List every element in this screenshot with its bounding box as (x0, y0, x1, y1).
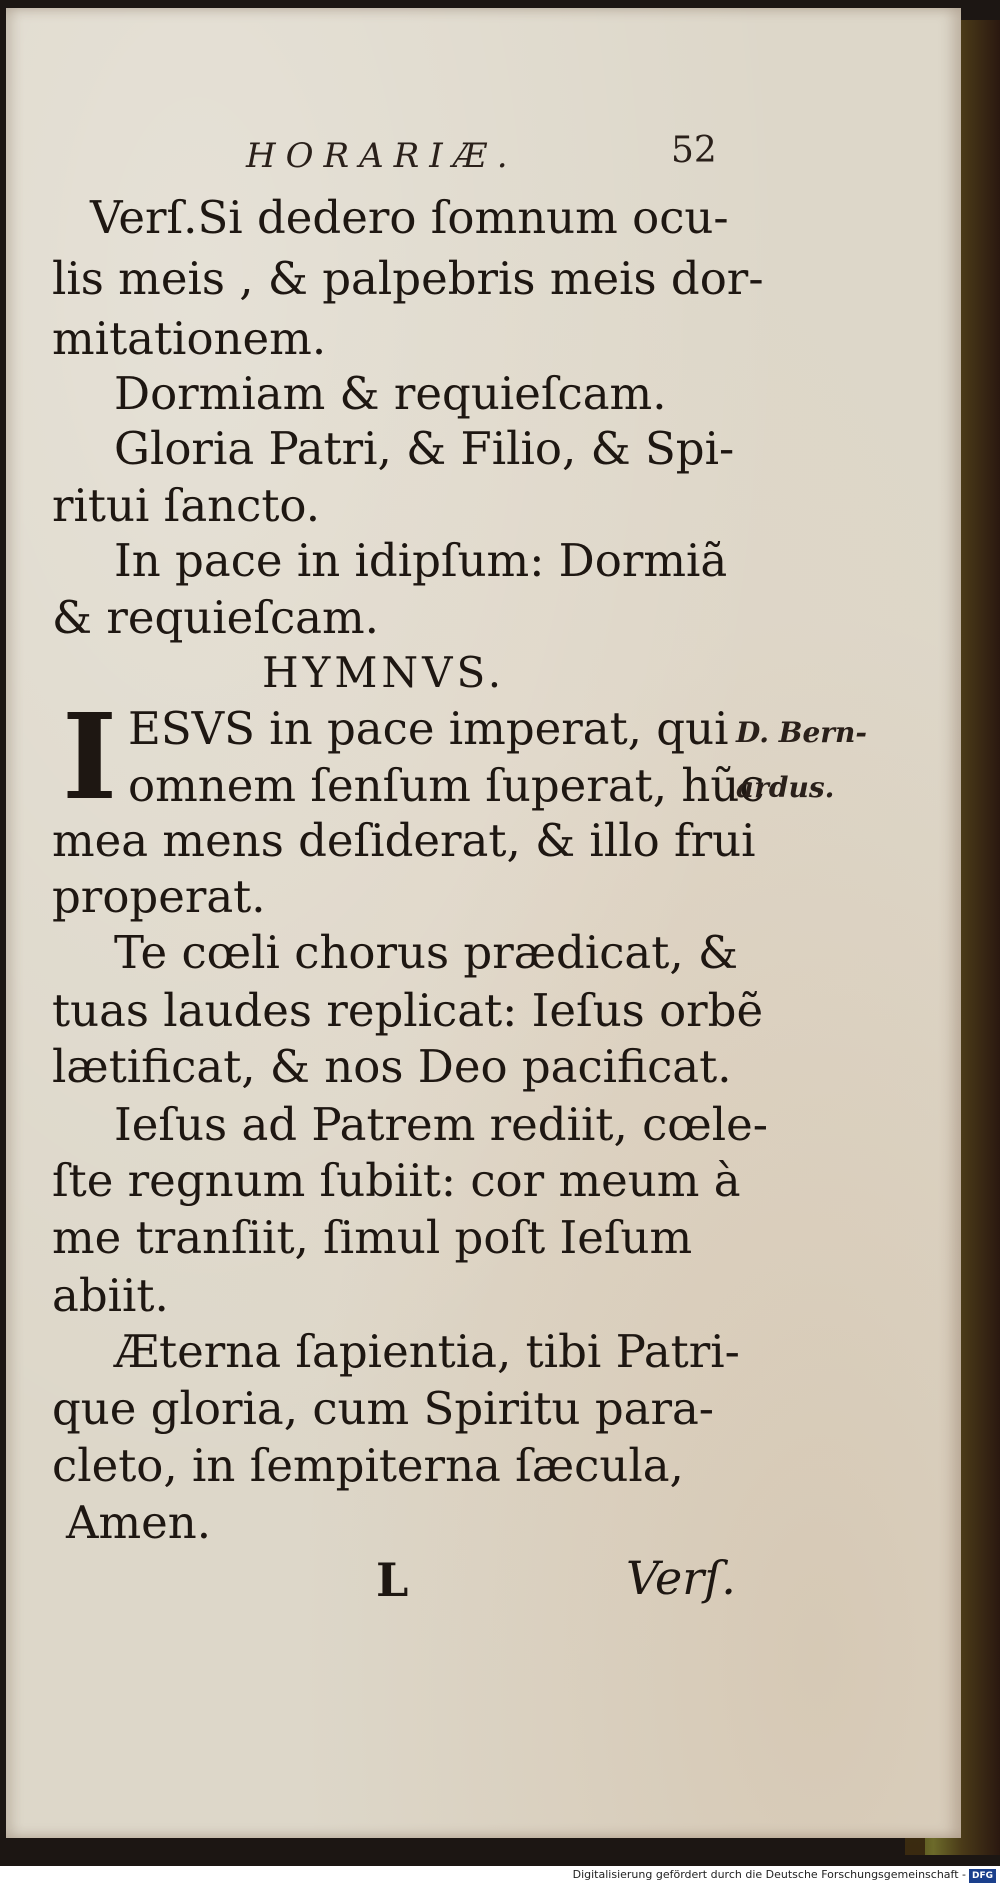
hymn-line-11: abiit. (52, 1269, 169, 1322)
signature-mark: L (376, 1553, 409, 1607)
dfg-logo-icon: DFG (969, 1869, 996, 1883)
hymn-line-13: que gloria, cum Spiritu para- (52, 1382, 714, 1435)
hymn-line-1: ESVS in pace imperat, qui (128, 702, 729, 755)
text-line-4: Dormiam & requieſcam. (114, 367, 667, 420)
hymn-line-5: Te cœli chorus prædicat, & (114, 926, 739, 979)
hymn-line-2: omnem ſenſum ſuperat, hũc (128, 759, 765, 812)
text-line-2: lis meis , & palpebris meis dor- (52, 252, 764, 305)
text-line-1: Verſ.Si dedero ſomnum ocu- (90, 191, 729, 244)
book-page (6, 8, 961, 1838)
hymn-line-8: Ieſus ad Patrem rediit, cœle- (114, 1098, 769, 1151)
text-line-7: In pace in idipſum: Dormiã (114, 534, 728, 587)
hymn-line-9: ſte regnum ſubiit: cor meum à (52, 1154, 741, 1207)
page-number: 52 (671, 130, 717, 171)
digitization-footer (0, 1866, 1000, 1887)
hymn-line-14: cleto, in ſempiterna ſæcula, (52, 1439, 684, 1492)
catchword: Verſ. (626, 1551, 736, 1605)
hymn-line-12: Æterna ſapientia, tibi Patri- (114, 1325, 740, 1378)
hymn-line-4: properat. (52, 870, 266, 923)
hymn-line-10: me tranſiit, ſimul poſt Ieſum (52, 1211, 693, 1264)
running-head: HORARIÆ. (246, 136, 518, 176)
text-line-3: mitationem. (52, 312, 327, 365)
margin-note-line-2: ardus. (736, 771, 835, 804)
hymn-heading: HYMNVS. (262, 648, 506, 697)
text-line-6: ritui ſancto. (52, 479, 321, 532)
hymn-line-6: tuas laudes replicat: Ieſus orbẽ (52, 984, 764, 1037)
text-line-5: Gloria Patri, & Filio, & Spi- (114, 422, 735, 475)
hymn-line-7: lætificat, & nos Deo pacificat. (52, 1040, 732, 1093)
hymn-line-15: Amen. (66, 1496, 212, 1549)
drop-cap: I (62, 687, 118, 826)
hymn-line-3: mea mens deſiderat, & illo frui (52, 814, 756, 867)
margin-note-line-1: D. Bern- (736, 716, 867, 749)
footer-credit: Digitalisierung gefördert durch die Deutsche Forschungsgemeinschaft - (572, 1868, 966, 1881)
text-line-8: & requieſcam. (52, 591, 379, 644)
